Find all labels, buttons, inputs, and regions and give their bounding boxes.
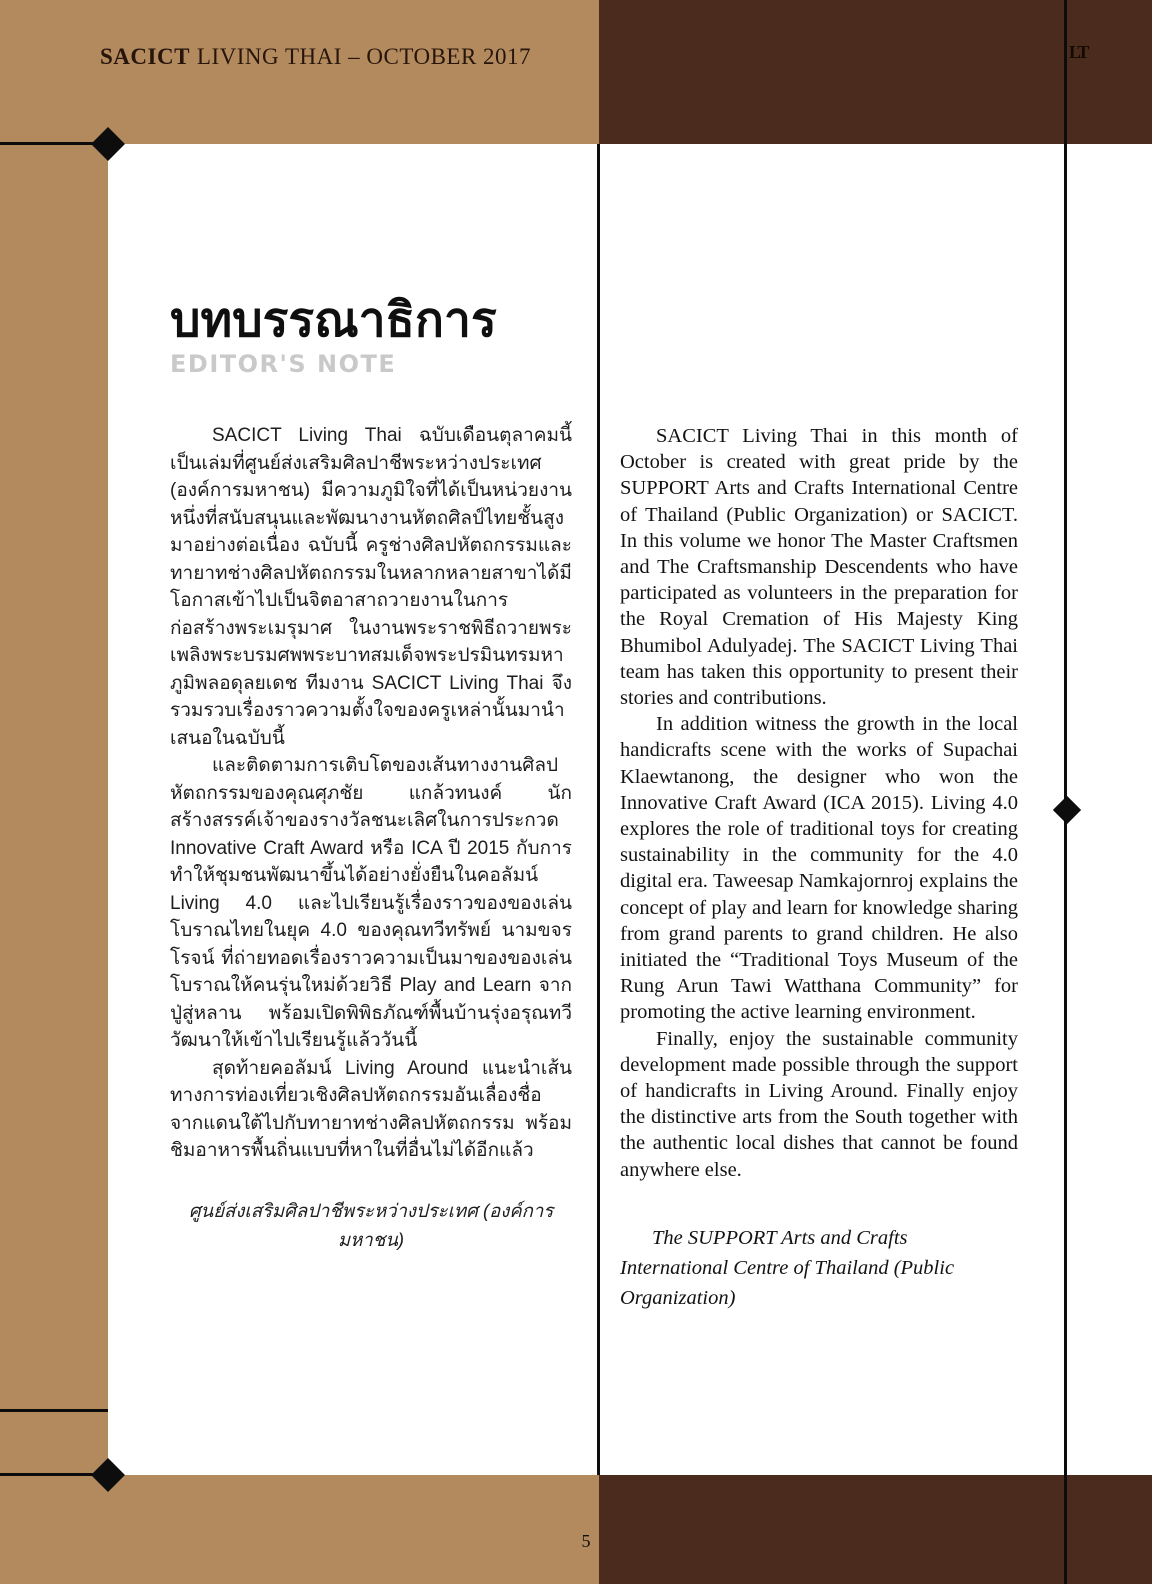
paragraph: SACICT Living Thai in this month of October is created with great pride by the SUPPORT Arts and Crafts International Centre of Thailand (Public Organization) or SACICT. In this volume we honor The Master Craftsmen and The Craftsmanship Descendents who have participated as volunteers in the preparation for the Royal Cremation of His Majesty King Bhumibol Adulyadej. The SACICT Living Thai team has taken this opportunity to present their stories and contributions. <box>620 425 1018 710</box>
top-band-tan <box>0 0 599 144</box>
page-title-thai: บทบรรณาธิการ <box>170 292 497 348</box>
diamond-marker-right-icon <box>1053 796 1081 824</box>
bottom-left-rule-lower <box>0 1473 97 1476</box>
right-edge-rule <box>1064 0 1067 1584</box>
paragraph: Finally, enjoy the sustainable community development made possible through the support of handicrafts in Living Around. Finally enjoy the distinctive arts from the South together with the authentic local dishes that cannot be found anywhere else. <box>620 1027 1018 1181</box>
bottom-left-rule-upper <box>0 1409 108 1412</box>
bottom-band-brown <box>599 1475 1152 1584</box>
page-number: 5 <box>581 1531 591 1551</box>
thai-column <box>170 292 572 1255</box>
thai-signature: ศูนย์ส่งเสริมศิลปาชีพระหว่างประเทศ (องค์การมหาชน) <box>188 1199 554 1250</box>
top-left-rule <box>0 142 97 145</box>
bottom-band-tan <box>0 1475 599 1584</box>
column-divider-rule <box>597 144 600 1475</box>
paragraph: SACICT Living Thai ฉบับเดือนตุลาคมนี้ เป็นเล่มที่ศูนย์ส่งเสริมศิลปาชีพระหว่างประเทศ (องค์การมหาชน) มีความภูมิใจที่ได้เป็นหน่วยงานหนึ่งที่สนับสนุนและพัฒนางานหัตถศิลป์ไทยชั้นสูงมาอย่างต่อเนื่อง ฉบับนี้ ครูช่างศิลปหัตถกรรมและทายาทช่างศิลปหัตถกรรมในหลากหลายสาขาได้มีโอกาสเข้าไปเป็นจิตอาสาถวายงานในการก่อสร้างพระเมรุมาศ ในงานพระราชพิธีถวายพระเพลิงพระบรมศพพระบาทสมเด็จพระปรมินทรมหาภูมิพลอดุลยเดช ทีมงาน SACICT Living Thai จึงรวมรวบเรื่องราวความตั้งใจของครูเหล่านั้นมานำเสนอในฉบับนี้ <box>170 425 572 749</box>
running-header <box>100 44 531 70</box>
english-column <box>620 423 1018 1313</box>
top-band-brown <box>599 0 1152 144</box>
thai-body-text <box>170 422 572 1165</box>
paragraph: In addition witness the growth in the local handicrafts scene with the works of Supachai Klaewtanong, the designer who won the Innovative Craft Award (ICA 2015). Living 4.0 explores the role of traditional toys for creating sustainability in the community for the 4.0 digital era. Taweesap Namkajornroj explains the concept of play and learn for knowledge sharing from grand parents to grand children. He also initiated the “Traditional Toys Museum of the Rung Arun Tawi Watthana Community” for promoting the active learning environment. <box>620 713 1018 1024</box>
paragraph: และติดตามการเติบโตของเส้นทางงานศิลปหัตถกรรมของคุณศุภชัย แกล้วทนงค์ นักสร้างสรรค์เจ้าของรางวัลชนะเลิศในการประกวด Innovative Craft Award หรือ ICA ปี 2015 กับการทำให้ชุมชนพัฒนาขึ้นได้อย่างยั่งยืนในคอลัมน์ Living 4.0 และไปเรียนรู้เรื่องราวของของเล่นโบราณไทยในยุค 4.0 ของคุณทวีทรัพย์ นามขจรโรจน์ ที่ถ่ายทอดเรื่องราวความเป็นมาของของเล่นโบราณให้คนรุ่นใหม่ด้วยวิธี Play and Learn จากปู่สู่หลาน พร้อมเปิดพิพิธภัณฑ์พื้นบ้านรุ่งอรุณทวีวัฒนาให้เข้าไปเรียนรู้แล้ววันนี้ <box>170 755 572 1051</box>
magazine-name: SACICT <box>100 44 190 69</box>
issue-label: LIVING THAI – OCTOBER 2017 <box>196 44 532 69</box>
lt-logo: LT <box>1069 42 1088 62</box>
paragraph: สุดท้ายคอลัมน์ Living Around แนะนำเส้นทางการท่องเที่ยวเชิงศิลปหัตถกรรมอันเลื่องชื่อจากแดนใต้ไปกับทายาทช่างศิลปหัตถกรรม พร้อมชิมอาหารพื้นถิ่นแบบที่หาในที่อื่นไม่ได้อีกแล้ว <box>170 1057 572 1161</box>
left-margin-band <box>0 0 108 1584</box>
english-signature: The SUPPORT Arts and Crafts International Centre of Thailand (Public Organization) <box>620 1226 955 1309</box>
english-body-text <box>620 423 1018 1183</box>
page-subtitle-english: EDITOR'S NOTE <box>170 350 397 378</box>
